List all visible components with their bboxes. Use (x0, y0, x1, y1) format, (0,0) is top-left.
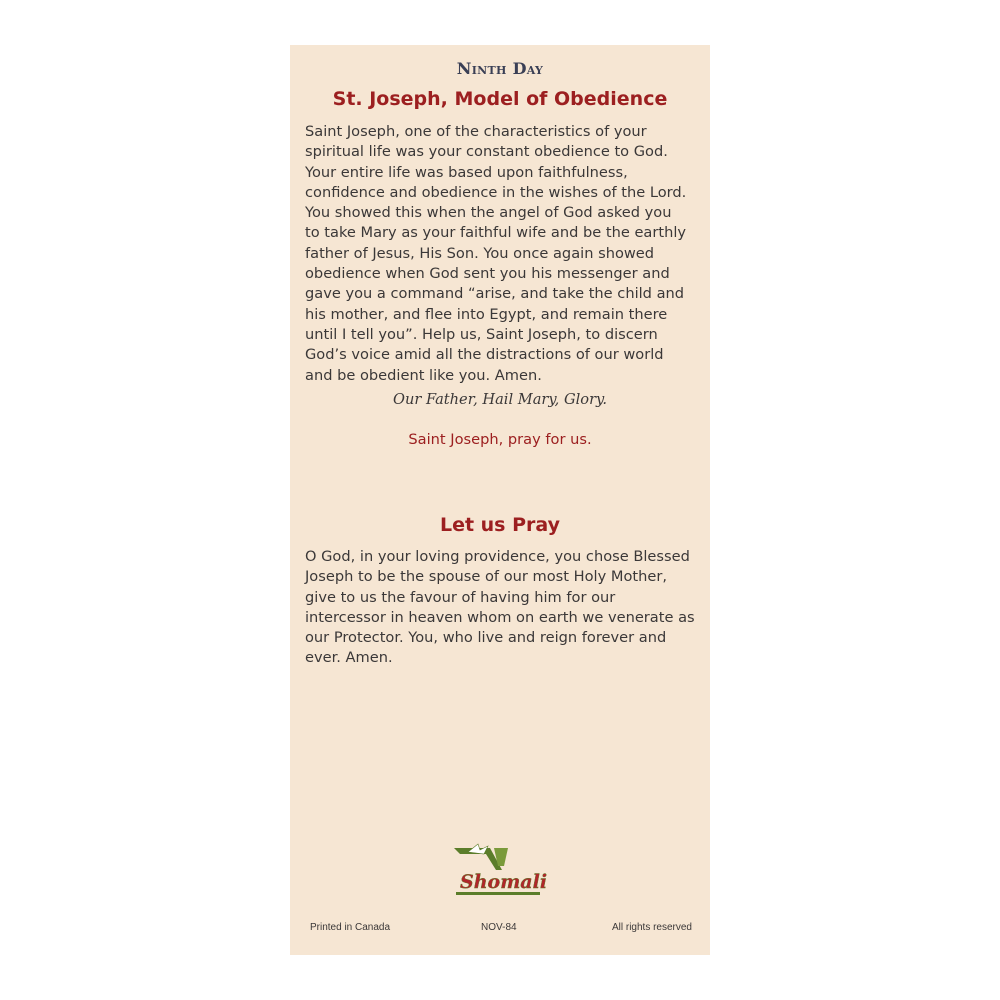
closing-line: our Protector. You, who live and reign forever and (305, 629, 667, 647)
closing-line: intercessor in heaven whom on earth we venerate as (305, 608, 695, 626)
closing-line: O God, in your loving providence, you chose Blessed (305, 548, 690, 565)
our-father-line: Our Father, Hail Mary, Glory. (392, 391, 607, 408)
closing-prayer-text (305, 547, 700, 669)
prayer-line: spiritual life was your constant obedience to God. (305, 143, 668, 161)
prayer-line: gave you a command “arise, and take the child and (305, 285, 685, 303)
closing-line: Joseph to be the spouse of our most Holy Mother, (305, 568, 667, 586)
prayer-line: God’s voice amid all the distractions of our world (305, 346, 664, 364)
logo-wordmark: Shomali (460, 871, 548, 893)
prayer-line: and be obedient like you. Amen. (305, 366, 542, 384)
shomali-logo (450, 840, 550, 900)
prayer-line: until I tell you”. Help us, Saint Joseph, to discern (305, 325, 658, 343)
footer-product-code: NOV-84 (481, 922, 517, 933)
footer-printed-in: Printed in Canada (310, 922, 391, 933)
prayer-title: St. Joseph, Model of Obedience (332, 88, 668, 110)
prayer-line: You showed this when the angel of God asked you (305, 204, 672, 222)
footer-rights: All rights reserved (611, 922, 692, 933)
prayer-line: father of Jesus, His Son. You once again showed (305, 244, 655, 262)
prayer-line: his mother, and flee into Egypt, and remain there (305, 305, 668, 323)
prayer-card (290, 45, 710, 955)
let-us-pray-heading: Let us Pray (439, 514, 561, 536)
prayer-line: confidence and obedience in the wishes of the Lord. (305, 183, 687, 201)
prayer-line: to take Mary as your faithful wife and be the earthly (305, 224, 687, 242)
day-title: Ninth Day (456, 59, 544, 78)
closing-line: ever. Amen. (305, 649, 393, 667)
prayer-line: Saint Joseph, one of the characteristics of your (305, 123, 647, 140)
prayer-line: Your entire life was based upon faithfulness, (305, 163, 628, 181)
prayer-text (305, 122, 700, 386)
invocation-line: Saint Joseph, pray for us. (408, 431, 592, 448)
closing-line: give to us the favour of having him for our (305, 588, 616, 606)
prayer-line: obedience when God sent you his messenger and (305, 265, 670, 283)
